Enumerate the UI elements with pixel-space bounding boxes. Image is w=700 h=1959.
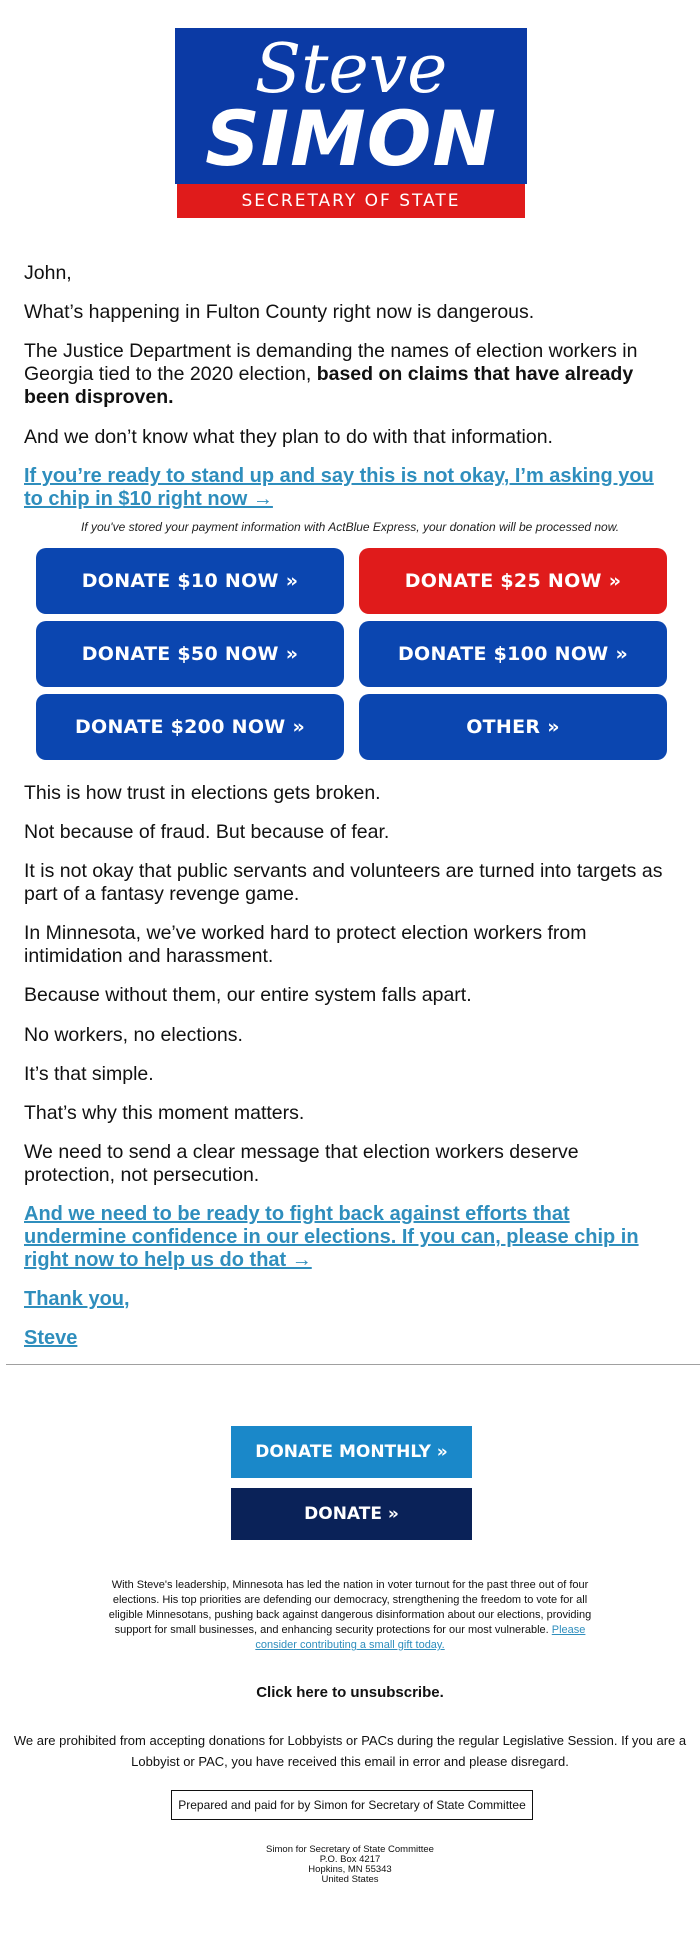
gift-link[interactable]: Please consider contributing a small gift today. [255,1624,586,1651]
donate-other-button[interactable]: OTHER » [359,694,667,760]
paragraph-2 [24,340,674,409]
donate-10-button[interactable]: DONATE $10 NOW » [36,548,344,614]
divider [6,1364,700,1365]
signature-link[interactable]: Steve [24,1327,78,1349]
paragraph-2-bold: based on claims that have already been disproven. [24,363,634,408]
donate-button[interactable]: DONATE » [231,1488,472,1540]
about-steve [102,1578,598,1653]
logo-name-panel [175,28,527,184]
actblue-express-note: If you've stored your payment information with ActBlue Express, your donation will be processed now. [80,520,620,534]
donate-25-button[interactable]: DONATE $25 NOW » [359,548,667,614]
lobby-notice: We are prohibited from accepting donations for Lobbyists or PACs during the regular Legislative Session. If you are a Lobbyist or PAC, you have received this email in error and please disregard. [13,1733,687,1769]
logo-office: SECRETARY OF STATE [175,184,527,220]
address-line-1: Simon for Secretary of State Committee [266,1844,434,1855]
paragraph-9: No workers, no elections. [24,1024,243,1046]
donate-link-2[interactable]: And we need to be ready to fight back against efforts that undermine confidence in our elections. If you can, please chip in right now to help us do that → [24,1203,639,1271]
paragraph-7: In Minnesota, we’ve worked hard to protect election workers from intimidation and harassment. [24,922,587,967]
address-line-2: P.O. Box 4217 [319,1854,381,1865]
paragraph-3: And we don’t know what they plan to do with that information. [24,426,553,448]
paragraph-1: What’s happening in Fulton County right now is dangerous. [24,301,535,323]
logo-last-name: SIMON [205,94,497,183]
paragraph-10: It’s that simple. [24,1063,154,1085]
greeting: John, [24,262,72,284]
signoff-link[interactable]: Thank you, [24,1288,130,1310]
paragraph-8: Because without them, our entire system falls apart. [24,984,472,1006]
about-text: With Steve's leadership, Minnesota has led the nation in voter turnout for the past three out of four elections. His top priorities are defending our democracy, strengthening the freedom to vote for all eligible Minnesotans, pushing back against dangerous disinformation about our elections, providing support for small businesses, and enhancing security protections for our most vulnerable. [108,1579,592,1636]
donate-100-button[interactable]: DONATE $100 NOW » [359,621,667,687]
mailing-address [0,1845,700,1885]
donate-monthly-button[interactable]: DONATE MONTHLY » [231,1426,472,1478]
paragraph-12: We need to send a clear message that election workers deserve protection, not persecution. [24,1141,579,1186]
address-line-4: United States [321,1874,379,1885]
paragraph-2-text: The Justice Department is demanding the names of election workers in Georgia tied to the 2020 election, [24,340,638,385]
campaign-logo [175,28,527,220]
paragraph-4: This is how trust in elections gets broken. [24,782,381,804]
address-line-3: Hopkins, MN 55343 [308,1864,392,1875]
paid-for-by-box: Prepared and paid for by Simon for Secretary of State Committee [171,1790,533,1820]
donate-200-button[interactable]: DONATE $200 NOW » [36,694,344,760]
unsubscribe-link[interactable]: Click here to unsubscribe. [256,1684,444,1701]
paragraph-11: That’s why this moment matters. [24,1102,305,1124]
donate-50-button[interactable]: DONATE $50 NOW » [36,621,344,687]
logo-first-name: Steve [254,30,448,109]
paragraph-5: Not because of fraud. But because of fear. [24,821,390,843]
paragraph-6: It is not okay that public servants and volunteers are turned into targets as part of a fantasy revenge game. [24,860,663,905]
donate-link-1[interactable]: If you’re ready to stand up and say this is not okay, I’m asking you to chip in $10 right now → [24,465,654,510]
